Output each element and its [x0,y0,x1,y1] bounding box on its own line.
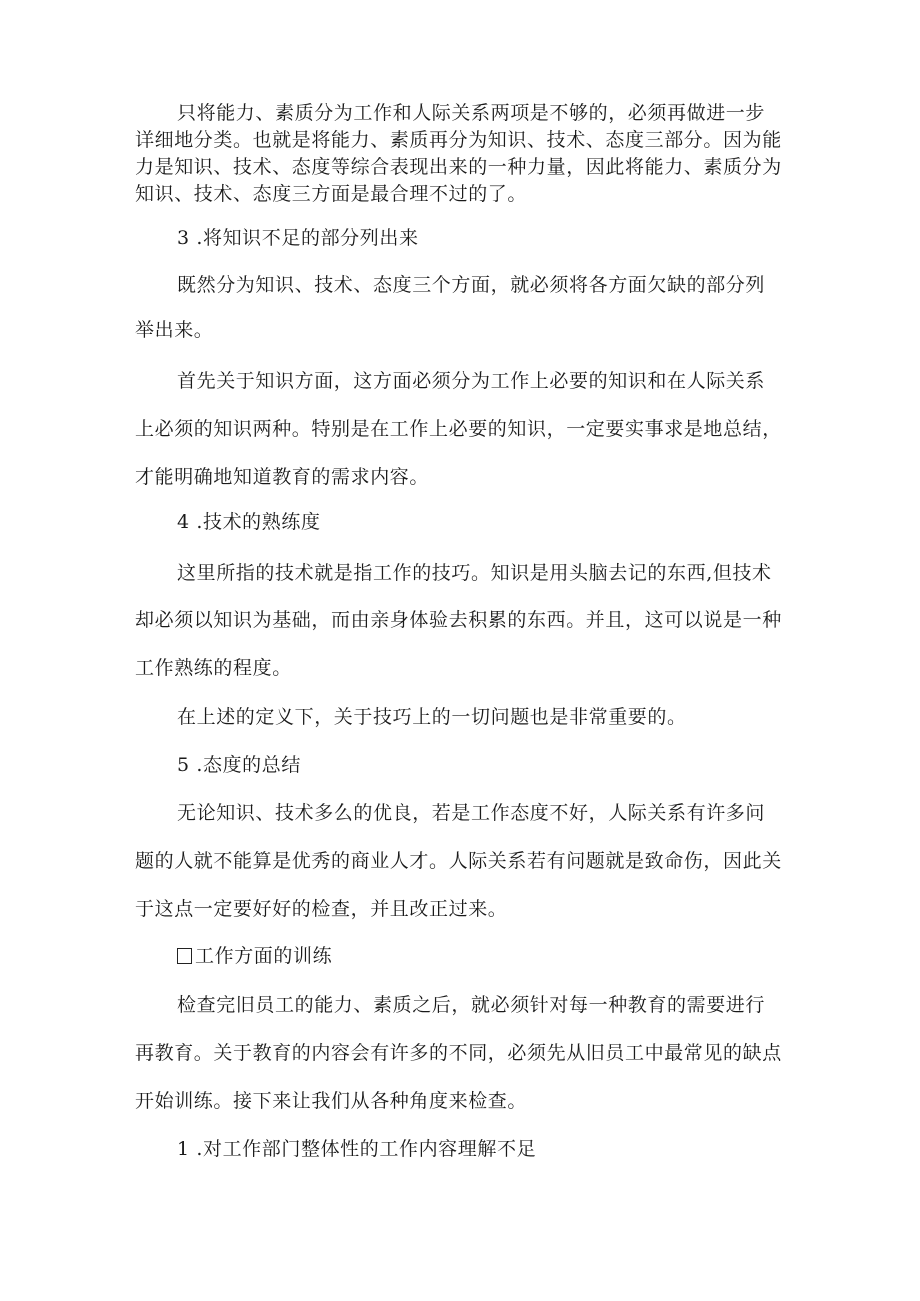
paragraph-line: 只将能力、素质分为工作和人际关系两项是不够的，必须再做进一步 [177,102,766,124]
paragraph-line: 在上述的定义下，关于技巧上的一切问题也是非常重要的。 [177,706,687,728]
paragraph-line: 再教育。关于教育的内容会有许多的不同，必须先从旧员工中最常见的缺点 [135,1042,782,1064]
paragraph-line: 详细地分类。也就是将能力、素质再分为知识、技术、态度三部分。因为能 [135,129,782,151]
paragraph-line: 却必须以知识为基础，而由亲身体验去积累的东西。并且，这可以说是一种 [135,609,782,631]
paragraph-line: 上必须的知识两种。特别是在工作上必要的知识，一定要实事求是地总结， [135,418,782,440]
paragraph-line: 检查完旧员工的能力、素质之后，就必须针对每一种教育的需要进行 [177,994,766,1016]
paragraph-line: 开始训练。接下来让我们从各种角度来检查。 [135,1090,528,1112]
section-heading: 4 .技术的熟练度 [177,511,321,533]
paragraph-line: 既然分为知识、技术、态度三个方面，就必须将各方面欠缺的部分列 [177,274,766,296]
section-heading: 5 .态度的总结 [177,754,301,776]
paragraph-line: 才能明确地知道教育的需求内容。 [135,466,430,488]
section-heading: 3 .将知识不足的部分列出来 [177,227,419,249]
paragraph-line: 工作熟练的程度。 [135,657,292,679]
paragraph-line: 力是知识、技术、态度等综合表现出来的一种力量，因此将能力、素质分为 [135,156,782,178]
paragraph-line: 知识、技术、态度三方面是最合理不过的了。 [135,183,528,205]
paragraph-line: 无论知识、技术多么的优良，若是工作态度不好，人际关系有许多问 [177,802,766,824]
section-heading: 1 .对工作部门整体性的工作内容理解不足 [177,1138,537,1160]
paragraph-line: 这里所指的技术就是指工作的技巧。知识是用头脑去记的东西,但技术 [177,562,772,584]
checkbox-heading [177,944,332,968]
paragraph-line: 题的人就不能算是优秀的商业人才。人际关系若有问题就是致命伤，因此关 [135,850,782,872]
paragraph-line: 首先关于知识方面，这方面必须分为工作上必要的知识和在人际关系 [177,370,766,392]
checkbox-heading-label: 工作方面的训练 [195,945,333,967]
checkbox-icon [177,948,192,964]
paragraph-line: 举出来。 [135,319,214,341]
paragraph-line: 于这点一定要好好的检查，并且改正过来。 [135,898,508,920]
